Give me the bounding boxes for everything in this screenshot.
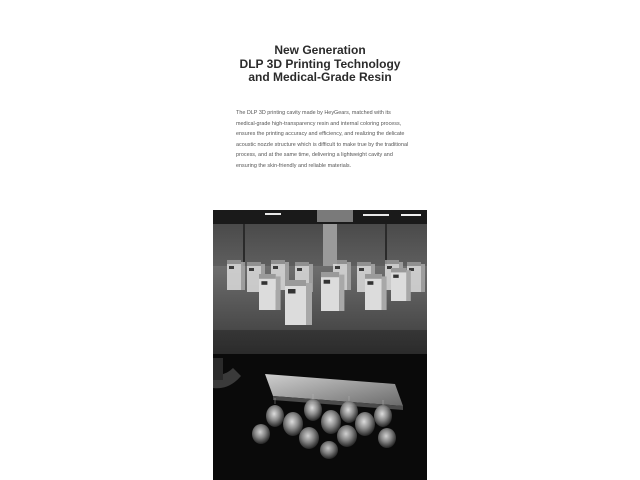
description-paragraph: The DLP 3D printing cavity made by HeyGears, matched with its medical-grade high-transparency resin and internal coloring process, ensures the printing accuracy and efficiency, and realizing the delicate acoustic nozzle structure which is difficult to make true by the traditional process, and at the same time, delivering a lightweight cavity and ensuring the skin-friendly and reliable materials.	[236, 110, 409, 169]
headline-line-3: and Medical-Grade Resin	[248, 70, 392, 84]
printed-shells-photo	[213, 354, 427, 480]
printer-factory-photo	[213, 210, 427, 354]
page-headline	[0, 44, 640, 85]
headline-line-1: New Generation	[274, 43, 366, 57]
headline-line-2: DLP 3D Printing Technology	[239, 56, 401, 71]
